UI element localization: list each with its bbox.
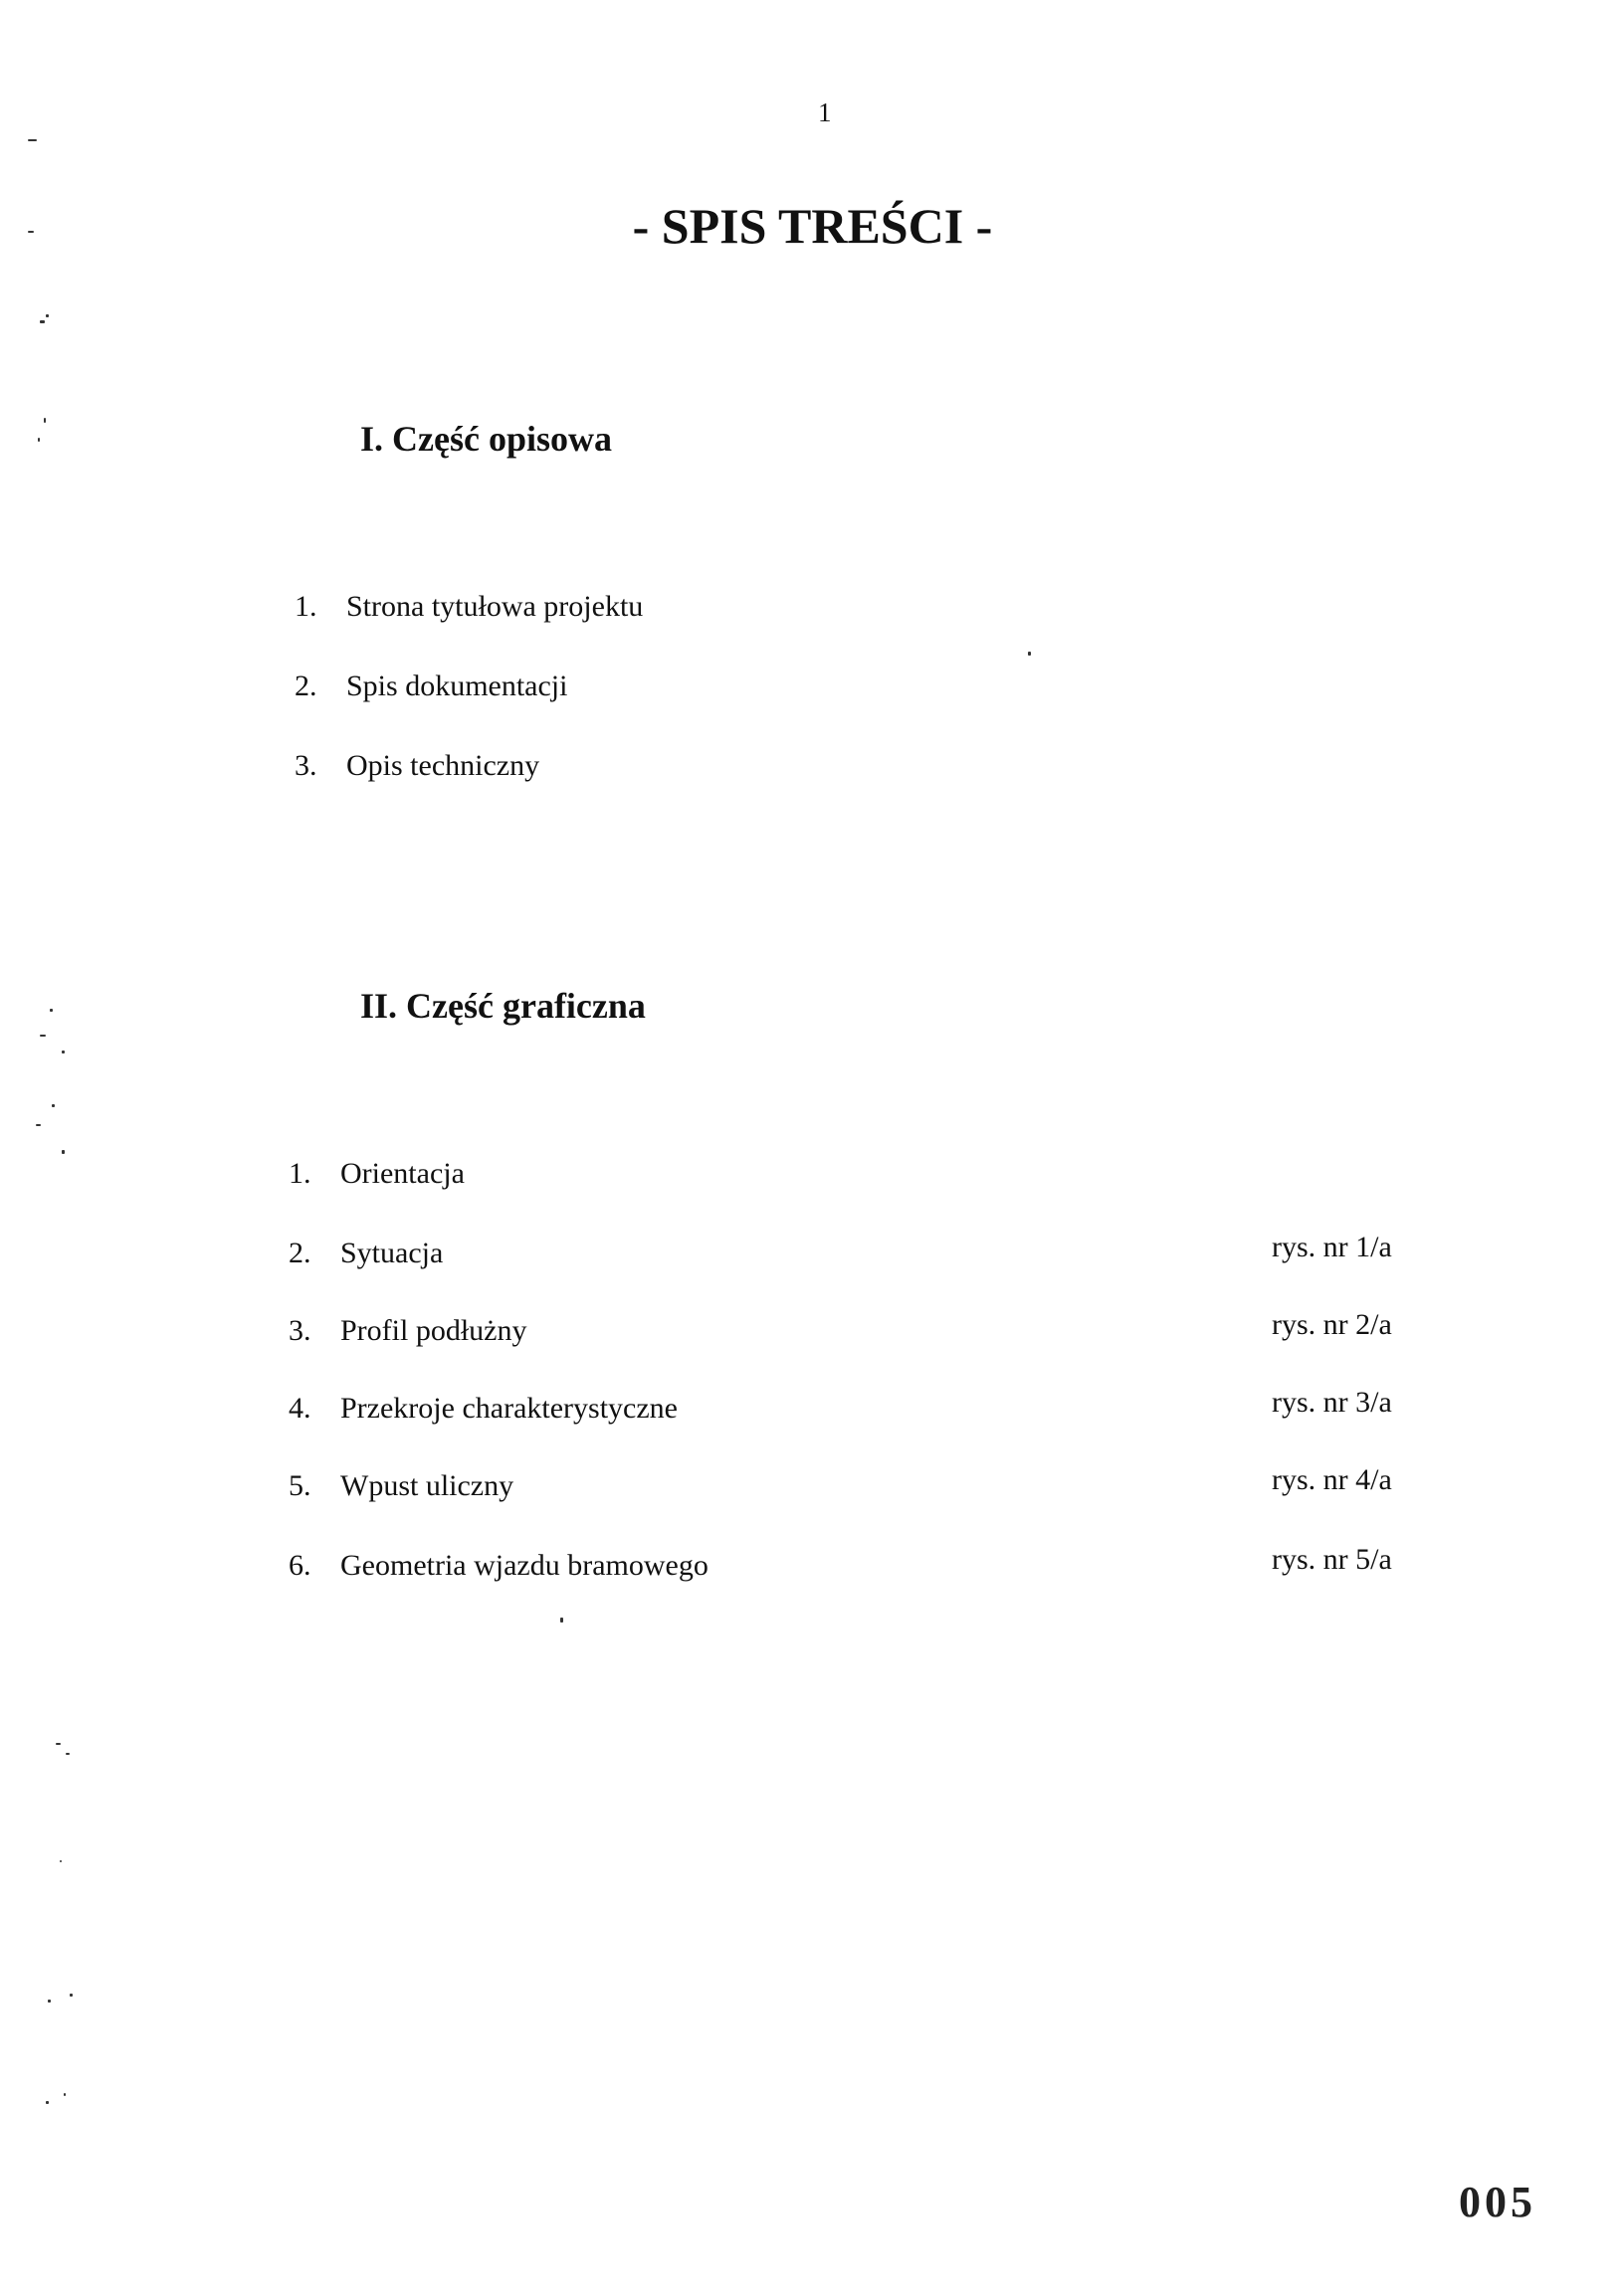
toc-item-label: Wpust uliczny	[340, 1469, 514, 1502]
page-number: 1	[818, 97, 832, 127]
toc-item-number: 1.	[295, 590, 317, 623]
toc-item-label: Sytuacja	[340, 1237, 444, 1269]
toc-item-label: Strona tytułowa projektu	[346, 590, 644, 623]
toc-item-drawing-ref: rys. nr 2/a	[1272, 1308, 1392, 1341]
toc-item-number: 1.	[289, 1157, 311, 1190]
section-heading-graphic: II. Część graficzna	[360, 986, 646, 1026]
toc-item-label: Orientacja	[340, 1157, 465, 1190]
toc-item-drawing-ref: rys. nr 4/a	[1272, 1463, 1392, 1496]
document-title: - SPIS TREŚCI -	[632, 198, 993, 254]
toc-item-number: 6.	[289, 1549, 311, 1582]
toc-item-number: 2.	[295, 670, 317, 702]
toc-item-number: 3.	[295, 749, 317, 782]
toc-item-label: Geometria wjazdu bramowego	[340, 1549, 708, 1582]
toc-item-drawing-ref: rys. nr 1/a	[1272, 1231, 1392, 1263]
toc-item-label: Przekroje charakterystyczne	[340, 1392, 678, 1425]
toc-item-drawing-ref: rys. nr 3/a	[1272, 1386, 1392, 1419]
toc-item-label: Profil podłużny	[340, 1314, 527, 1347]
toc-item-label: Opis techniczny	[346, 749, 540, 782]
toc-item-number: 4.	[289, 1392, 311, 1425]
toc-item-number: 2.	[289, 1237, 311, 1269]
archive-page-code: 005	[1459, 2178, 1536, 2226]
section-heading-descriptive: I. Część opisowa	[360, 419, 612, 459]
toc-item-number: 3.	[289, 1314, 311, 1347]
toc-item-number: 5.	[289, 1469, 311, 1502]
toc-item-label: Spis dokumentacji	[346, 670, 568, 702]
toc-item-drawing-ref: rys. nr 5/a	[1272, 1543, 1392, 1576]
